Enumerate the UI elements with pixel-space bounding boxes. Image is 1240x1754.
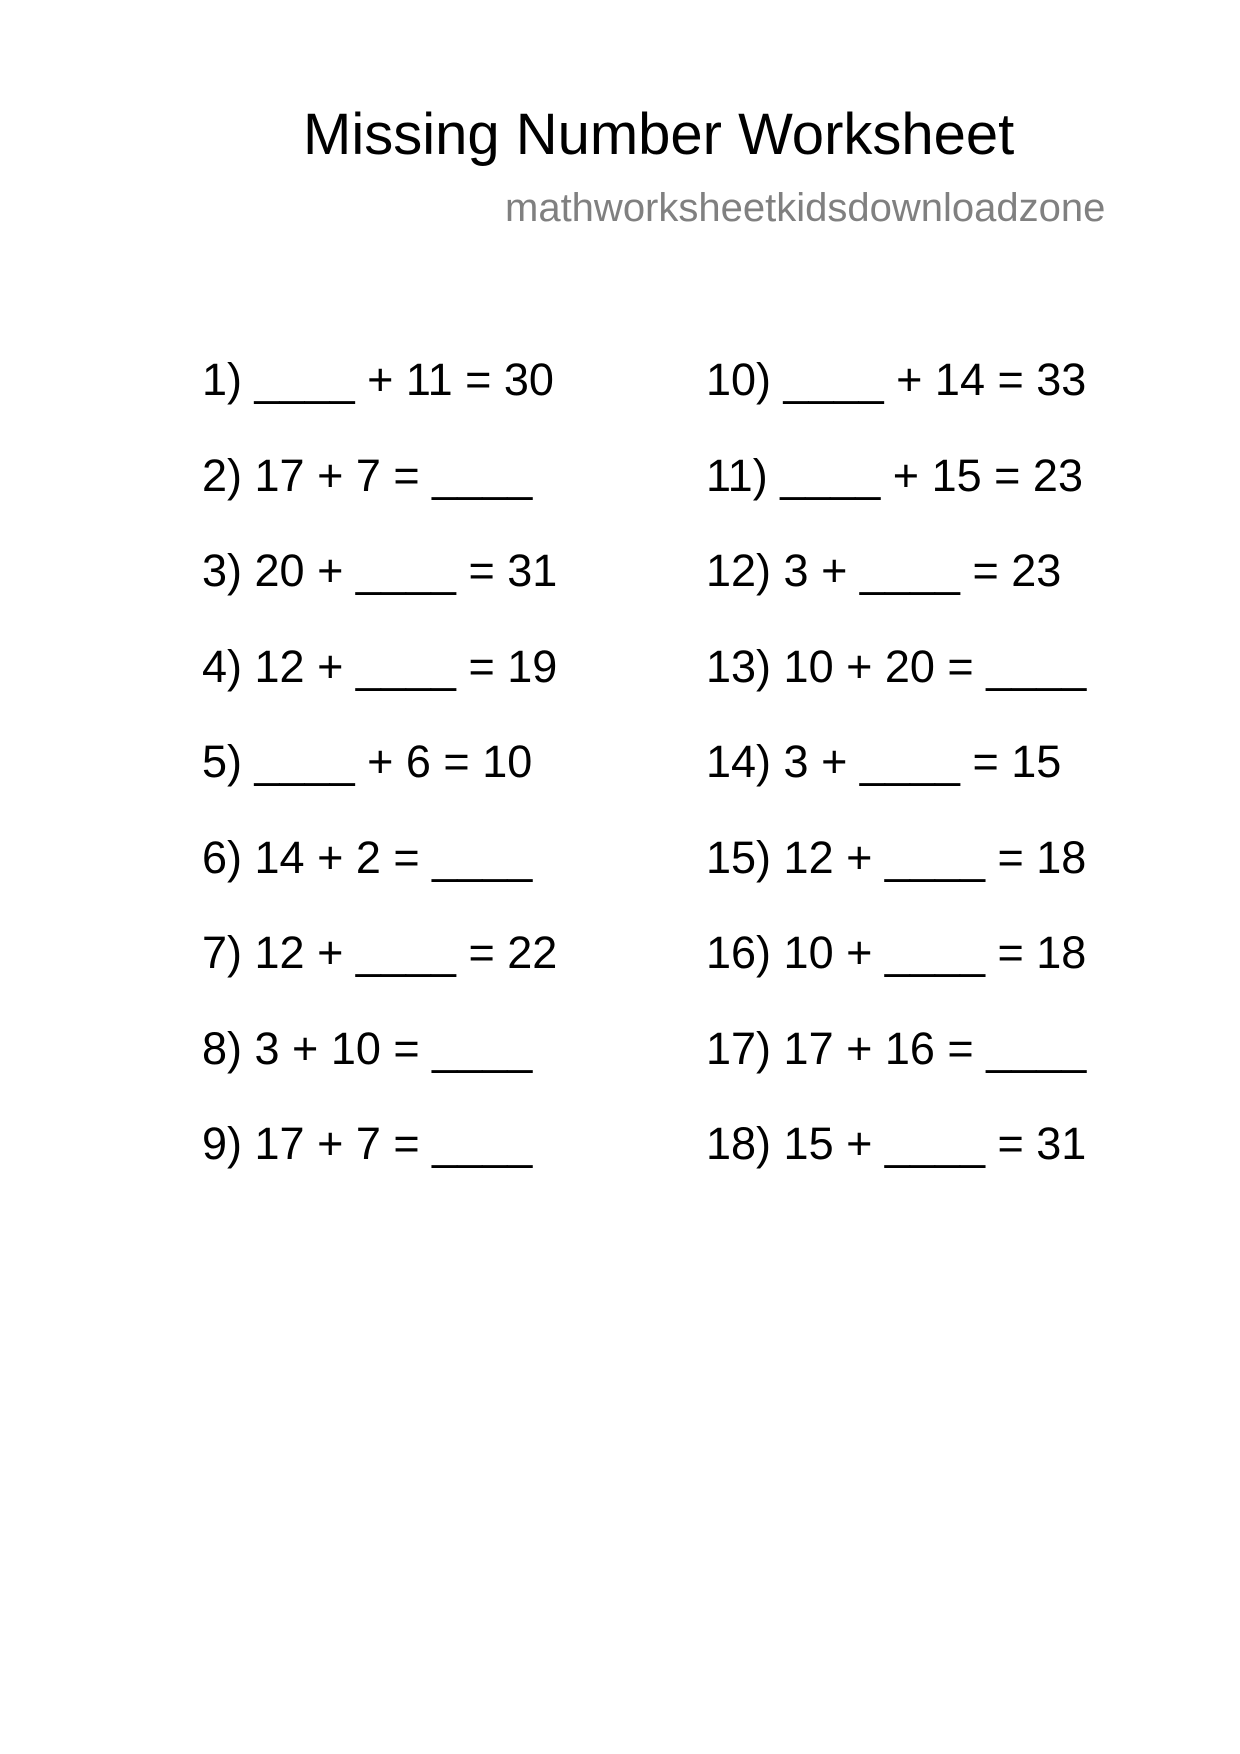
- problem-12: 12) 3 + ____ = 23: [706, 545, 1062, 596]
- problem-16: 16) 10 + ____ = 18: [706, 927, 1087, 978]
- problem-9: 9) 17 + 7 = ____: [202, 1118, 533, 1169]
- worksheet-subtitle: mathworksheetkidsdownloadzone: [505, 186, 1106, 230]
- problem-18: 18) 15 + ____ = 31: [706, 1118, 1087, 1169]
- problem-8: 8) 3 + 10 = ____: [202, 1022, 533, 1074]
- problem-2: 2) 17 + 7 = ____: [202, 449, 533, 501]
- problem-11: 11) ____ + 15 = 23: [706, 449, 1083, 501]
- problem-13: 13) 10 + 20 = ____: [706, 640, 1087, 692]
- problem-4: 4) 12 + ____ = 19: [202, 640, 558, 692]
- worksheet-title: Missing Number Worksheet: [303, 102, 1015, 167]
- problem-14: 14) 3 + ____ = 15: [706, 736, 1062, 787]
- problem-6: 6) 14 + 2 = ____: [202, 831, 533, 883]
- problems-right-column: [706, 352, 1086, 1212]
- problems-left-column: [202, 352, 557, 1212]
- problem-1: 1) ____ + 11 = 30: [202, 354, 554, 405]
- problem-17: 17) 17 + 16 = ____: [706, 1022, 1087, 1074]
- problem-10: 10) ____ + 14 = 33: [706, 354, 1087, 405]
- problem-15: 15) 12 + ____ = 18: [706, 831, 1087, 883]
- problem-3: 3) 20 + ____ = 31: [202, 545, 558, 596]
- problem-5: 5) ____ + 6 = 10: [202, 736, 533, 787]
- problem-7: 7) 12 + ____ = 22: [202, 927, 558, 978]
